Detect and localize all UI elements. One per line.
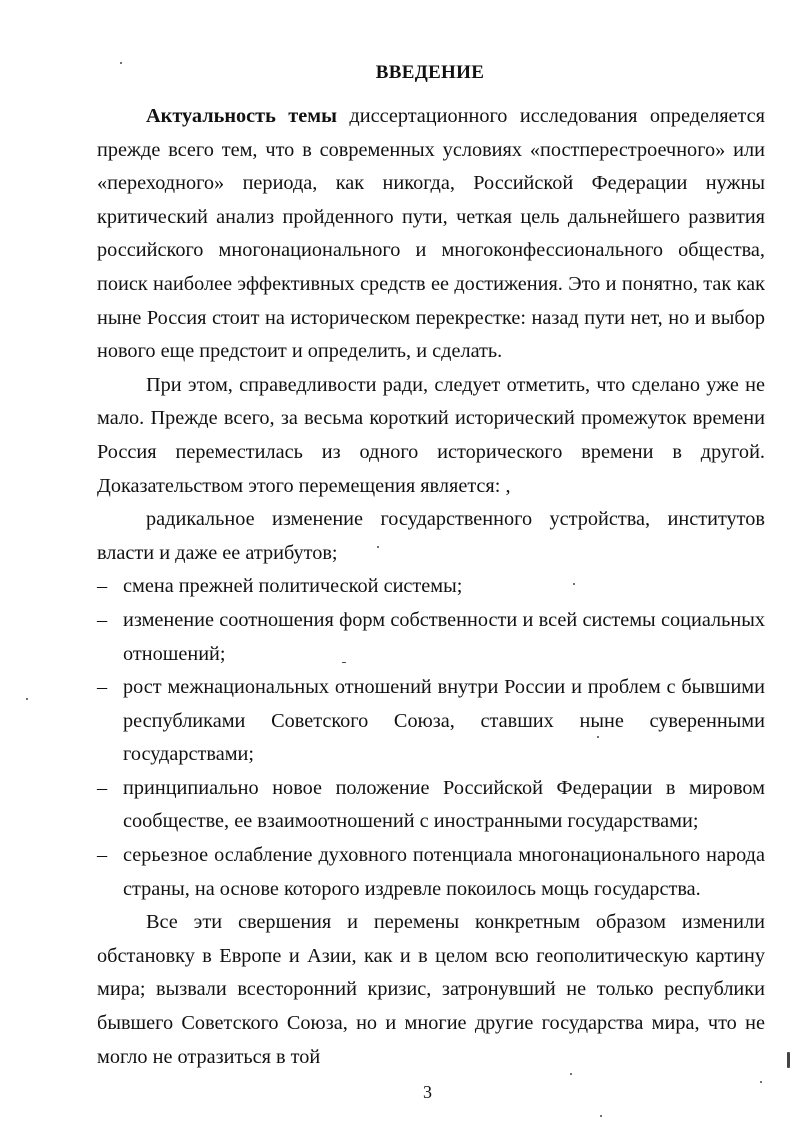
list-item: – серьезное ослабление духовного потенциала многонационального народа страны, на основе которого издревле покоилось мощь государства. xyxy=(97,839,765,906)
scan-speck xyxy=(787,1052,790,1068)
document-body xyxy=(97,100,765,1074)
dash-marker: – xyxy=(97,575,108,598)
list-item: – смена прежней политической системы; xyxy=(97,570,765,604)
list-item: – рост межнациональных отношений внутри России и проблем с бывшими республиками Советского Союза, ставших ныне суверенными государствами; xyxy=(97,671,765,772)
scan-speck xyxy=(760,1081,762,1083)
scan-speck xyxy=(342,662,346,663)
page-number: 3 xyxy=(423,1082,432,1102)
list-item: – принципиально новое положение Российской Федерации в мировом сообществе, ее взаимоотношений с иностранными государствами; xyxy=(97,772,765,839)
changes-list xyxy=(97,570,765,906)
radical-change-text: радикальное изменение государственного устройства, институтов власти и даже ее атрибутов; xyxy=(97,508,765,564)
scan-speck xyxy=(377,546,379,548)
dash-marker: – xyxy=(97,608,108,631)
dash-marker: – xyxy=(97,776,108,799)
scan-speck xyxy=(26,698,28,700)
dash-marker: – xyxy=(97,844,108,867)
paragraph-achievements xyxy=(97,369,765,503)
achievements-text: При этом, справедливости ради, следует отметить, что сделано уже не мало. Прежде всего, за весьма короткий исторический промежуток времени Россия переместилась из одного исторического времени в другой. Доказательством этого перемещения является: , xyxy=(97,373,765,497)
consequences-text: Все эти свершения и перемены конкретным образом изменили обстановку в Европе и Азии, как и в целом всю геополитическую картину мира; вызвали всесторонний кризис, затронувший не только республики бывшего Советского Союза, но и многие другие государства мира, что не могло не отразиться в той xyxy=(97,911,765,1068)
scan-speck xyxy=(120,62,122,64)
list-item: – изменение соотношения форм собственности и всей системы социальных отношений; xyxy=(97,604,765,671)
relevance-lead: Актуальность темы xyxy=(146,105,337,127)
page-title: ВВЕДЕНИЕ xyxy=(375,62,485,83)
relevance-text: диссертационного исследования определяется прежде всего тем, что в современных условиях «постперестроечного» или «переходного» периода, как никогда, Российской Федерации нужны критический анализ пройденного пути, четкая цель дальнейшего развития российского многонационального и многоконфессионального общества, поиск наиболее эффективных средств ее достижения. Это и понятно, так как ныне Россия стоит на историческом перекрестке: назад пути нет, но и выбор нового еще предстоит и определить, и сделать. xyxy=(97,105,765,363)
scan-speck xyxy=(570,1073,572,1075)
scan-speck xyxy=(600,1115,602,1117)
scan-speck xyxy=(597,736,599,738)
paragraph-radical-change xyxy=(97,503,765,570)
paragraph-consequences xyxy=(97,906,765,1074)
paragraph-relevance xyxy=(97,100,765,369)
dash-marker: – xyxy=(97,676,108,699)
scan-speck xyxy=(573,583,575,585)
